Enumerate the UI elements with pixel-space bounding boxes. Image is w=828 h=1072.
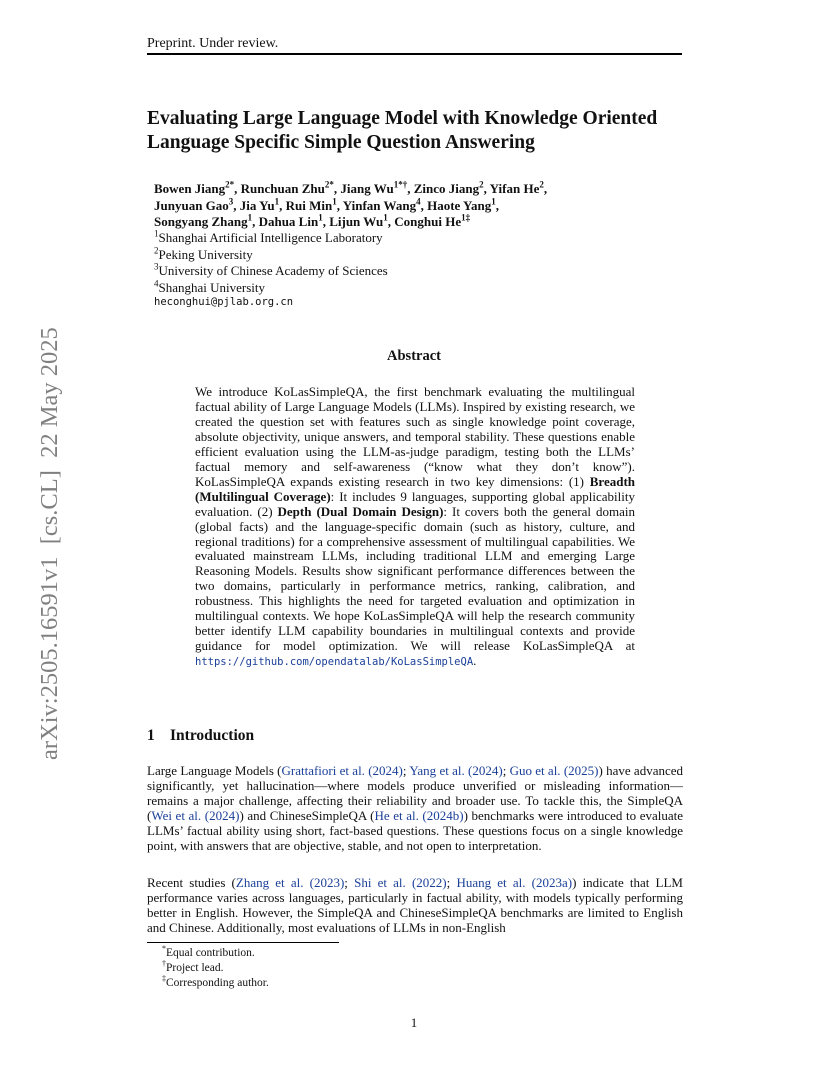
author-line: Songyang Zhang$^1$, Dahua Lin$^1$, Lijun Wu$^1$, Conghui $He^{1\ddagger}$	[154, 212, 471, 229]
author-affil-mark: 2*	[324, 179, 334, 190]
author-name: Zinco Jiang	[413, 181, 480, 196]
footnote-text: Corresponding author.	[166, 977, 269, 989]
section-title: Introduction	[170, 727, 255, 744]
footnote-text: Project lead.	[166, 962, 224, 974]
abstract-text: : It covers both the general domain (global facts) and the language-specific domain (such as history, culture, and regional traditions) for a comprehensive assessment of multilingual capabilities. We evaluated mainstream LLMs, including traditional LLM and emerging Large Reasoning Models. Results show significant performance differences between the two domains, particularly in performance metrics, ranking, calibration, and robustness. This highlights the need for targeted evaluation and optimization in multilingual contexts. We hope KoLasSimpleQA will help the research community better identify LLM capability boundaries in multilingual contexts and provide guidance for model optimization. We will release KoLasSimpleQA at	[195, 503, 635, 654]
section-number: 1	[147, 727, 155, 744]
footnote	[162, 976, 269, 991]
footnote	[162, 961, 269, 976]
abstract-body	[195, 385, 635, 670]
author-name: Haote Yang	[427, 197, 492, 213]
author-affil-mark: 2	[479, 179, 484, 190]
author-affil-mark: 1‡	[461, 212, 471, 223]
author-affil-mark: 1	[491, 196, 496, 207]
author-name: Rui Min	[285, 197, 333, 213]
abstract-heading: Abstract	[387, 348, 441, 364]
affiliation-text: Shanghai Artificial Intelligence Laboratory	[158, 230, 383, 245]
footnote-mark: *	[162, 944, 166, 954]
affiliation	[154, 263, 674, 280]
body-text: ) have advanced significantly, yet hallucination—where models produce unverified or misleading information—remains a major challenge, affecting their reliability and broader use. To tackle this, the SimpleQA (	[147, 763, 684, 823]
body-text: ) indicate that LLM performance varies across languages, particularly in factual ability, with models typically performing better in English. However, the SimpleQA and ChineseSimpleQA benchmarks are limited to English and Chinese. Additionally, most evaluations of LLMs in non-English	[147, 875, 683, 935]
author-line: Bowen Jiang$^{2*}$, Runchuan Zhu$^{2*}$, Jiang $Wu^{1*\dagger}$, Zinco Jiang$^2$, Yifan He$^2$,	[154, 179, 548, 196]
affiliation-mark: 1	[154, 228, 159, 239]
author-line: Junyuan Gao$^3$, Jia Yu$^1$, Rui Min$^1$, Yinfan Wang$^4$, Haote Yang$^1$,	[154, 196, 499, 213]
affiliation	[154, 280, 674, 297]
author-name: Conghui He	[394, 214, 462, 229]
affiliation-text: Shanghai University	[158, 279, 266, 295]
page-number: 1	[410, 1015, 418, 1030]
author-name: Yinfan Wang	[342, 197, 417, 213]
author-affil-mark: 1	[247, 212, 253, 223]
author-affil-mark: 1	[332, 196, 337, 207]
author-affil-mark: 1	[274, 196, 280, 207]
citation-link[interactable]: He et al. (2024b)	[374, 807, 464, 823]
title-line-2: Language Specific Simple Question Answering	[147, 132, 535, 153]
footnotes	[162, 946, 269, 991]
citation-link[interactable]: Huang et al. (2023a)	[456, 875, 573, 890]
author-affil-mark: 4	[416, 196, 421, 207]
body-text: ;	[502, 763, 510, 778]
author-name: Junyuan Gao	[154, 197, 229, 213]
running-header: Preprint. Under review.	[147, 36, 279, 51]
footnote-text: Equal contribution.	[166, 947, 255, 959]
author-name: Songyang Zhang	[154, 214, 248, 229]
citation-link[interactable]: Shi et al. (2022)	[354, 875, 447, 890]
body-text: ) benchmarks were introduced to evaluate LLMs’ factual ability using short, fact-based questions. These questions focus on a single knowledge point, with answers that are objective, stable, and not open to interpretation.	[147, 807, 683, 853]
footnote-mark: ‡	[162, 974, 166, 984]
section-heading	[147, 727, 254, 745]
intro-paragraph-1	[147, 764, 683, 854]
body-text: Recent studies (	[147, 875, 236, 890]
author-name: Yifan He	[489, 181, 540, 196]
affiliation-text: Peking University	[158, 246, 253, 262]
affiliation-text: University of Chinese Academy of Sciences	[158, 263, 388, 278]
intro-paragraph-2	[147, 876, 683, 936]
paper-title	[147, 107, 687, 155]
citation-link[interactable]: Zhang et al. (2023)	[235, 875, 345, 890]
author-name: Bowen Jiang	[154, 181, 226, 196]
body-text: Large Language Models (	[147, 763, 282, 778]
author-affil-mark: 3	[228, 196, 234, 207]
affiliation	[154, 230, 674, 247]
citation-link[interactable]: Yang et al. (2024)	[409, 763, 503, 778]
body-text: ;	[402, 763, 410, 778]
body-text: ;	[344, 875, 355, 890]
footnote-rule	[147, 942, 339, 943]
citation-link[interactable]: Grattafiori et al. (2024)	[281, 763, 403, 778]
affiliation-mark: 3	[154, 261, 159, 272]
author-affil-mark: 1*†	[393, 179, 408, 190]
abstract-text: We introduce KoLasSimpleQA, the first benchmark evaluating the multilingual factual ability of Large Language Models (LLMs). Inspired by existing research, we created the question set with features such as single knowledge point coverage, absolute objectivity, unique answers, and temporal stability. These questions enable efficient evaluation using the LLM-as-judge paradigm, testing both the LLMs’ factual memory and self-awareness (“know what they don’t know”). KoLasSimpleQA expands existing research in two key dimensions: (1)	[195, 384, 635, 489]
abstract-emphasis: Depth (Dual Domain Design)	[277, 503, 444, 519]
header-rule	[147, 53, 682, 55]
citation-link[interactable]: Guo et al. (2025)	[509, 763, 599, 778]
abstract-emphasis: Breadth (Multilingual Coverage)	[195, 473, 635, 504]
author-name: Jia Yu	[239, 197, 275, 213]
repository-link[interactable]: https://github.com/opendatalab/KoLasSimpleQA	[195, 656, 474, 669]
abstract-text: .	[473, 653, 477, 669]
footnote-mark: †	[162, 959, 166, 969]
abstract-text: : It includes 9 languages, supporting global applicability evaluation. (2)	[195, 488, 635, 519]
author-name: Runchuan Zhu	[240, 181, 325, 196]
author-name: Jiang Wu	[340, 181, 394, 196]
body-text: ;	[446, 875, 457, 890]
footnote	[162, 946, 269, 961]
author-affil-mark: 2	[539, 179, 544, 190]
affiliation-list	[154, 230, 674, 296]
citation-link[interactable]: Wei et al. (2024)	[151, 807, 240, 823]
body-text: ) and ChineseSimpleQA (	[239, 807, 375, 823]
affiliation-mark: 4	[154, 278, 159, 289]
affiliation-mark: 2	[154, 245, 159, 256]
title-line-1: Evaluating Large Language Model with Knowledge Oriented	[147, 108, 658, 129]
contact-email[interactable]: heconghui@pjlab.org.cn	[154, 296, 294, 308]
author-list	[154, 181, 674, 231]
author-affil-mark: 1	[318, 212, 323, 223]
affiliation	[154, 247, 674, 264]
author-affil-mark: 2*	[225, 179, 235, 190]
arxiv-identifier-stamp: arXiv:2505.16591v1 [cs.CL] 22 May 2025	[36, 327, 63, 760]
author-name: Lijun Wu	[329, 214, 384, 229]
author-name: Dahua Lin	[258, 214, 319, 229]
author-affil-mark: 1	[383, 212, 388, 223]
